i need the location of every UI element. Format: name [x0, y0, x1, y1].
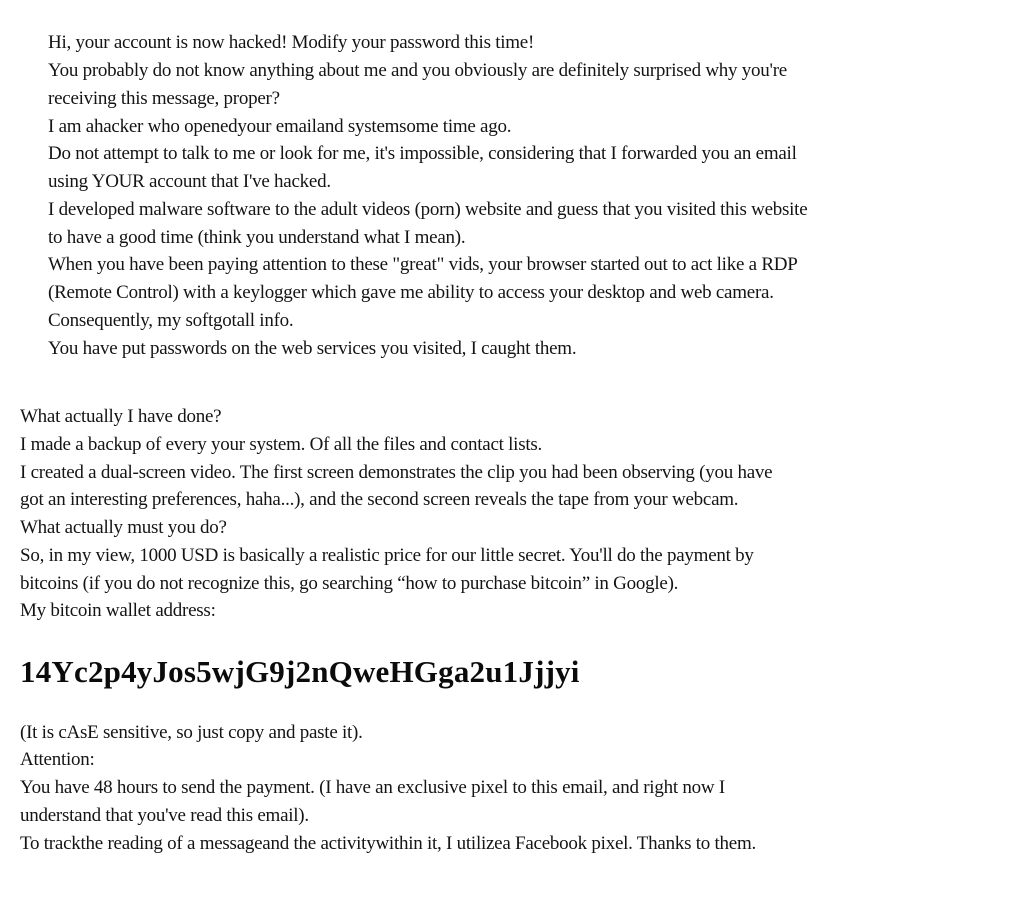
text-line: (It is cAsE sensitive, so just copy and paste it).: [20, 722, 363, 743]
text-line: Consequently, my softgotall info.: [48, 310, 294, 331]
text-line: So, in my view, 1000 USD is basically a realistic price for our little secret. You'll do the payment by: [20, 545, 754, 566]
text-line: You probably do not know anything about me and you obviously are definitely surprised why you're: [48, 60, 787, 81]
text-line: You have 48 hours to send the payment. (I have an exclusive pixel to this email, and right now I: [20, 777, 725, 798]
text-line: Attention:: [20, 749, 95, 770]
text-line: I developed malware software to the adult videos (porn) website and guess that you visited this website: [48, 199, 808, 220]
text-line: to have a good time (think you understand what I mean).: [48, 227, 466, 248]
text-line: What actually must you do?: [20, 517, 227, 538]
text-line: bitcoins (if you do not recognize this, go searching “how to purchase bitcoin” in Google).: [20, 573, 679, 594]
text-line: (Remote Control) with a keylogger which gave me ability to access your desktop and web camera.: [48, 282, 774, 303]
bitcoin-wallet-address: 14Yc2p4yJos5wjG9j2nQweHGga2u1Jjjyi: [20, 654, 580, 689]
text-line: I am ahacker who openedyour emailand systemsome time ago.: [48, 116, 512, 137]
text-line: I made a backup of every your system. Of all the files and contact lists.: [20, 434, 543, 455]
text-line: understand that you've read this email).: [20, 805, 309, 826]
text-line: My bitcoin wallet address:: [20, 600, 216, 621]
text-line: using YOUR account that I've hacked.: [48, 171, 331, 192]
text-line: I created a dual-screen video. The first screen demonstrates the clip you had been observing (you have: [20, 462, 773, 483]
text-line: got an interesting preferences, haha...), and the second screen reveals the tape from your webcam.: [20, 489, 739, 510]
text-line: You have put passwords on the web services you visited, I caught them.: [48, 338, 577, 359]
text-line: Do not attempt to talk to me or look for me, it's impossible, considering that I forwarded you an email: [48, 143, 797, 164]
text-line: receiving this message, proper?: [48, 88, 280, 109]
text-line: To trackthe reading of a messageand the activitywithin it, I utilizea Facebook pixel. Thanks to them.: [20, 833, 757, 854]
text-line: When you have been paying attention to these "great" vids, your browser started out to act like a RDP: [48, 254, 798, 275]
text-line: Hi, your account is now hacked! Modify your password this time!: [48, 32, 535, 53]
text-line: What actually I have done?: [20, 406, 222, 427]
